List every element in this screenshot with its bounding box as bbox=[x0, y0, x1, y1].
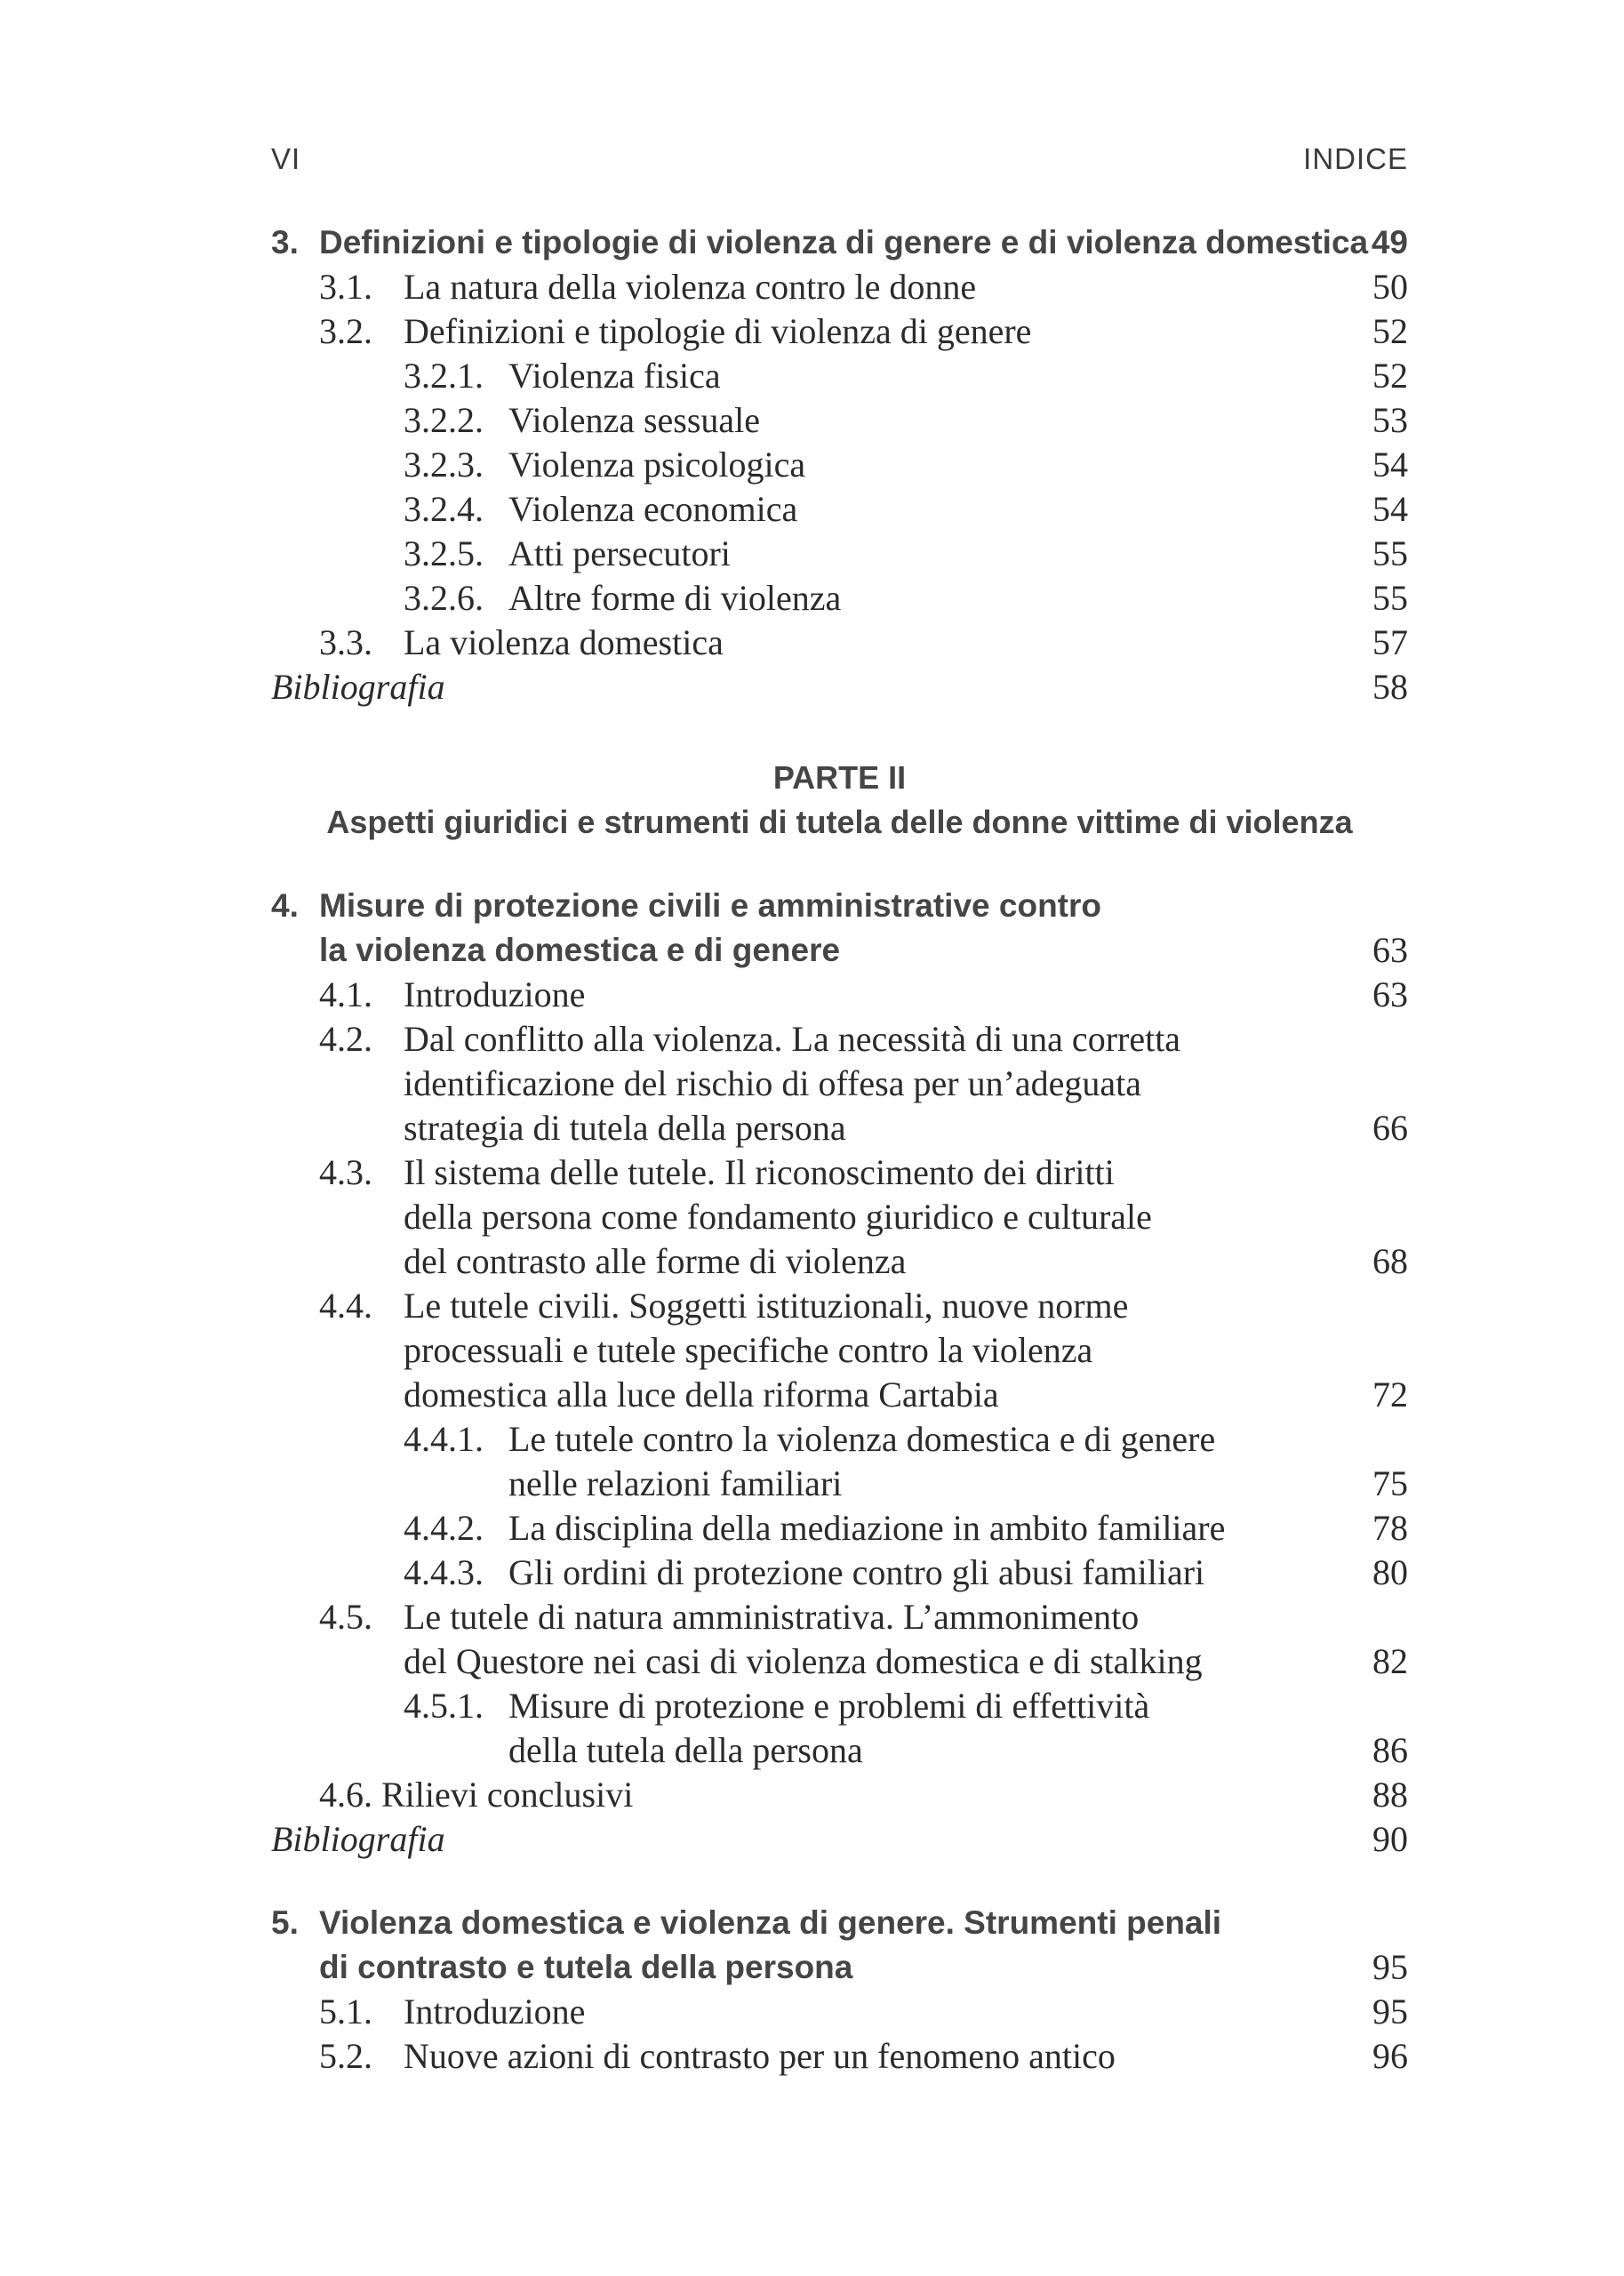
page-ref: 68 bbox=[1372, 1241, 1408, 1281]
running-head bbox=[271, 142, 1408, 176]
toc-subentry[interactable]: 3.2.6. Altre forme di violenza 55 bbox=[271, 576, 1408, 621]
toc-subentry[interactable]: 3.2.1. Violenza fisica 52 bbox=[271, 354, 1408, 398]
part-title: Aspetti giuridici e strumenti di tutela delle donne vittime di violenza bbox=[326, 804, 1353, 840]
page-ref: 49 bbox=[1371, 224, 1408, 260]
toc-subentry[interactable]: 4.4.2. La disciplina della mediazione in ambito familiare 78 bbox=[271, 1506, 1408, 1551]
toc-subentry[interactable]: 4.5.1. Misure di protezione e problemi di effettività bbox=[404, 1686, 1150, 1726]
chapter-title: Misure di protezione civili e amministrative contro bbox=[319, 887, 1101, 924]
chapter-title: di contrasto e tutela della persona bbox=[319, 1949, 853, 1985]
page-ref: 54 bbox=[1372, 445, 1408, 485]
toc-subentry[interactable]: 4.4.1. Le tutele contro la violenza domestica e di genere bbox=[404, 1419, 1216, 1459]
bibliography-entry[interactable]: Bibliografia 90 bbox=[271, 1817, 1408, 1862]
chapter-title: Violenza domestica e violenza di genere. Strumenti penali bbox=[319, 1904, 1222, 1941]
page-ref: 50 bbox=[1372, 267, 1408, 307]
toc-entry[interactable]: 4.3. Il sistema delle tutele. Il riconoscimento dei diritti bbox=[319, 1152, 1115, 1192]
toc-entry[interactable]: 3.2. Definizioni e tipologie di violenza di genere 52 bbox=[271, 309, 1408, 354]
page-ref: 86 bbox=[1372, 1730, 1408, 1770]
page-ref: 72 bbox=[1372, 1374, 1408, 1414]
page-ref: 53 bbox=[1372, 400, 1408, 440]
toc-subentry[interactable]: 4.4.3. Gli ordini di protezione contro gli abusi familiari 80 bbox=[271, 1551, 1408, 1595]
toc-entry[interactable]: 3.1. La natura della violenza contro le donne 50 bbox=[271, 265, 1408, 309]
toc-entry[interactable]: 4.6. Rilievi conclusivi 88 bbox=[271, 1773, 1408, 1817]
toc-entry-continued: della persona come fondamento giuridico e culturale bbox=[404, 1197, 1152, 1237]
toc-entry-continued: del contrasto alle forme di violenza 68 bbox=[271, 1239, 1408, 1284]
toc-entry[interactable]: 5.2. Nuove azioni di contrasto per un fenomeno antico 96 bbox=[271, 2034, 1408, 2079]
page-ref: 80 bbox=[1372, 1552, 1408, 1592]
page-ref: 55 bbox=[1372, 533, 1408, 573]
page-ref: 90 bbox=[1372, 1819, 1408, 1859]
page-ref: 75 bbox=[1372, 1463, 1408, 1503]
toc-subentry-continued: nelle relazioni familiari 75 bbox=[271, 1462, 1408, 1506]
page-ref: 66 bbox=[1372, 1108, 1408, 1148]
spacer bbox=[271, 709, 1408, 756]
chapter-heading[interactable]: 4. Misure di protezione civili e amministrative contro bbox=[271, 887, 1101, 924]
page-ref: 88 bbox=[1372, 1775, 1408, 1815]
toc-entry[interactable]: 4.1. Introduzione 63 bbox=[271, 973, 1408, 1017]
toc-entry-continued: identificazione del rischio di offesa per un’adeguata bbox=[404, 1063, 1142, 1103]
page-ref: 54 bbox=[1372, 489, 1408, 529]
toc-entry-continued: del Questore nei casi di violenza domestica e di stalking 82 bbox=[271, 1639, 1408, 1684]
chapter-heading-continued[interactable] bbox=[271, 928, 1408, 973]
page-ref: 55 bbox=[1372, 578, 1408, 618]
toc-entry[interactable]: 4.4. Le tutele civili. Soggetti istituzionali, nuove norme bbox=[319, 1286, 1129, 1326]
chapter-heading[interactable]: 5. Violenza domestica e violenza di genere. Strumenti penali bbox=[271, 1904, 1222, 1941]
page-ref: 63 bbox=[1372, 974, 1408, 1014]
toc-entry-continued: domestica alla luce della riforma Cartabia 72 bbox=[271, 1373, 1408, 1417]
toc-subentry[interactable]: 3.2.3. Violenza psicologica 54 bbox=[271, 443, 1408, 487]
page-ref: 95 bbox=[1372, 1992, 1408, 2032]
toc-entry-continued: strategia di tutela della persona 66 bbox=[271, 1106, 1408, 1150]
page-ref: 52 bbox=[1372, 311, 1408, 351]
toc-entry[interactable]: 5.1. Introduzione 95 bbox=[271, 1990, 1408, 2034]
toc-entry-continued: processuali e tutele specifiche contro la violenza bbox=[404, 1330, 1093, 1370]
toc-subentry[interactable]: 3.2.5. Atti persecutori 55 bbox=[271, 532, 1408, 576]
page-ref: 57 bbox=[1372, 622, 1408, 662]
chapter-title: Definizioni e tipologie di violenza di genere e di violenza domestica bbox=[319, 224, 1369, 260]
spacer bbox=[271, 845, 1408, 884]
toc-entry[interactable]: 4.5. Le tutele di natura amministrativa. L’ammonimento bbox=[319, 1597, 1140, 1637]
chapter-title: la violenza domestica e di genere bbox=[319, 932, 841, 968]
chapter-heading[interactable]: 3. Definizioni e tipologie di violenza di genere e di violenza domestica 49 bbox=[271, 220, 1408, 265]
page-ref: 63 bbox=[1372, 930, 1408, 970]
page-ref: 58 bbox=[1372, 667, 1408, 707]
toc-subentry-continued: della tutela della persona 86 bbox=[271, 1728, 1408, 1773]
page-ref: 96 bbox=[1372, 2036, 1408, 2076]
bibliography-entry[interactable]: Bibliografia 58 bbox=[271, 665, 1408, 709]
table-of-contents bbox=[271, 220, 1408, 2079]
spacer bbox=[271, 1862, 1408, 1901]
toc-entry[interactable]: 4.2. Dal conflitto alla violenza. La necessità di una corretta bbox=[319, 1019, 1181, 1059]
toc-subentry[interactable]: 3.2.2. Violenza sessuale 53 bbox=[271, 398, 1408, 443]
page-ref: 52 bbox=[1372, 356, 1408, 396]
running-title: INDICE bbox=[1303, 142, 1408, 175]
chapter-heading-continued[interactable] bbox=[271, 1945, 1408, 1990]
page-number-roman: VI bbox=[271, 142, 301, 175]
toc-entry[interactable]: 3.3. La violenza domestica 57 bbox=[271, 621, 1408, 665]
page-ref: 78 bbox=[1372, 1508, 1408, 1548]
part-label: PARTE II bbox=[772, 759, 907, 796]
page-ref: 82 bbox=[1372, 1641, 1408, 1681]
page-ref: 95 bbox=[1372, 1947, 1408, 1987]
toc-subentry[interactable]: 3.2.4. Violenza economica 54 bbox=[271, 487, 1408, 532]
